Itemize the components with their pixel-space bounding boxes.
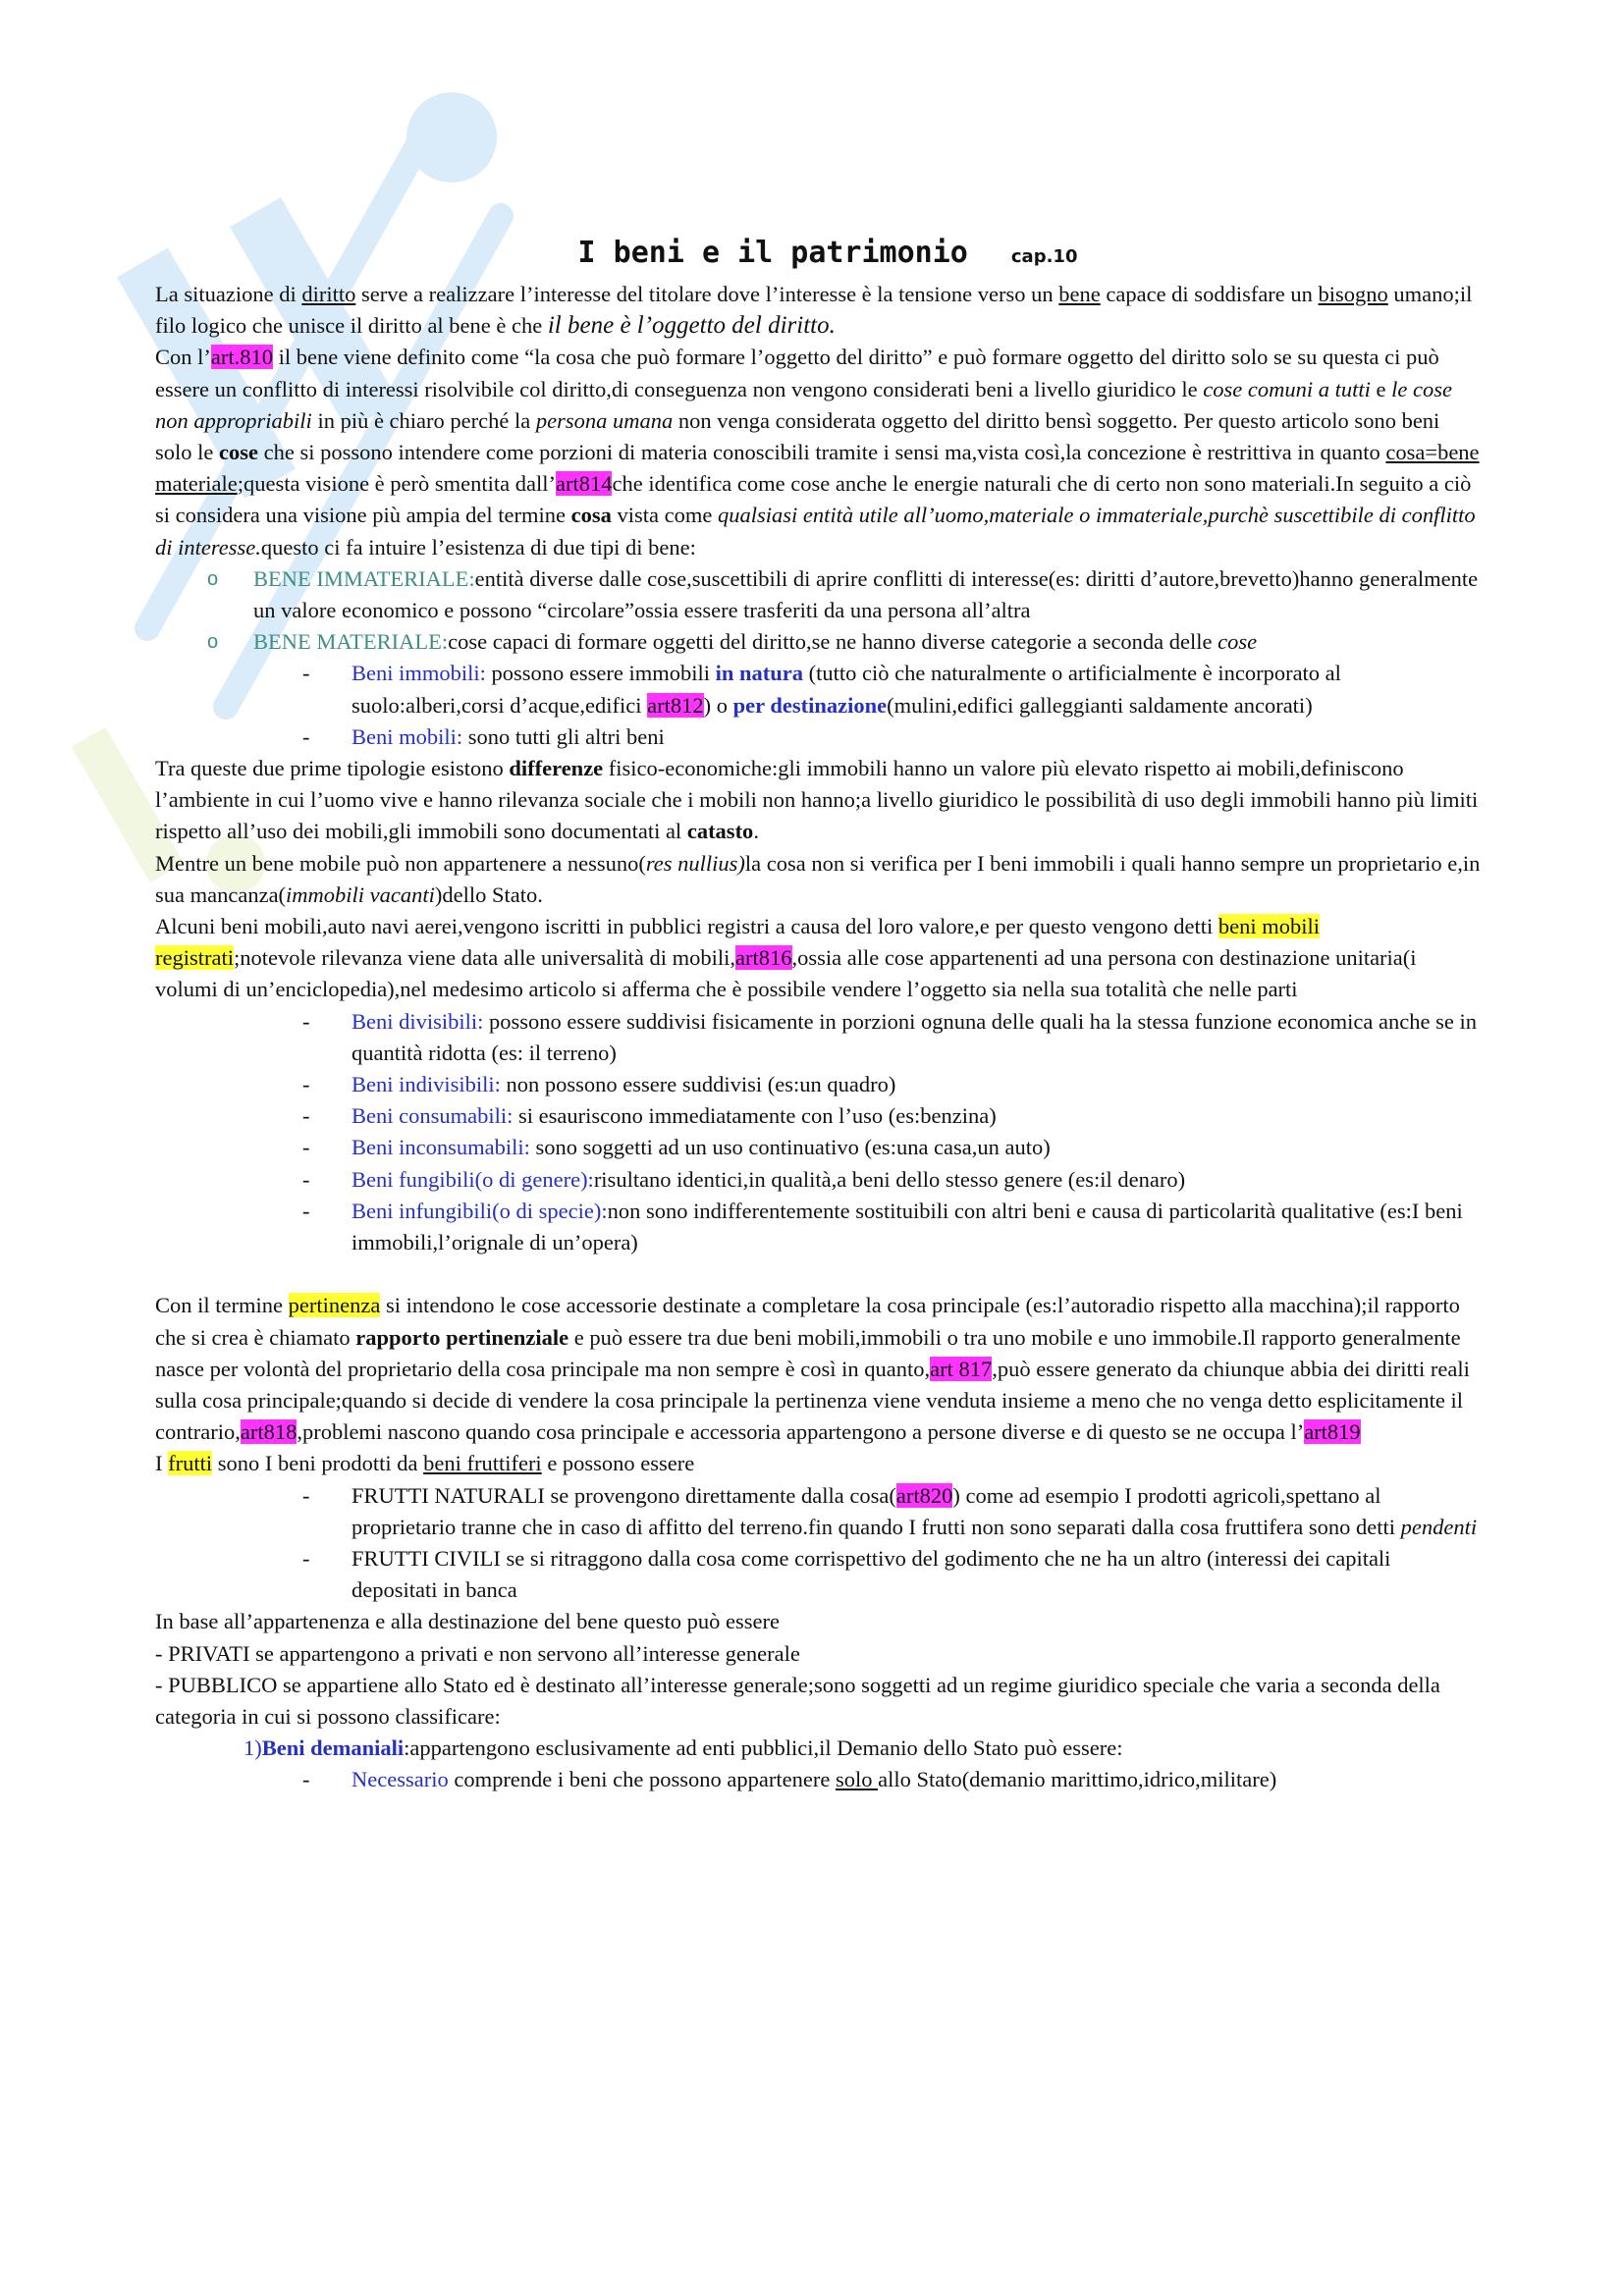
list-item-beni-immobili: - Beni immobili: possono essere immobili in natura (tutto ciò che naturalmente o artificialmente è incorporato al suolo:alberi,corsi d’acque,edifici art812) o per destinazione(mulini,edifici galleggianti saldamente ancorati) — [155, 658, 1481, 721]
list-item: - Beni inconsumabili: sono soggetti ad un uso continuativo (es:una casa,un auto) — [155, 1132, 1481, 1163]
article-ref: art.810 — [210, 345, 273, 370]
blank-line — [155, 1258, 1481, 1290]
paragraph-privati: - PRIVATI se appartengono a privati e non servono all’interesse generale — [155, 1640, 800, 1666]
list-item-necessario: - Necessario comprende i beni che possono appartenere solo allo Stato(demanio marittimo,idrico,militare) — [155, 1764, 1481, 1795]
article-ref: art819 — [1304, 1419, 1361, 1445]
list-item-frutti-naturali: - FRUTTI NATURALI se provengono direttamente dalla cosa(art820) come ad esempio I prodotti agricoli,spettano al proprietario tranne che in caso di affitto del terreno.fin quando I frutti non sono separati dalla cosa fruttifera sono detti pendenti — [155, 1480, 1481, 1543]
article-ref: art812 — [647, 692, 704, 718]
list-item-bene-immateriale: o BENE IMMATERIALE:entità diverse dalle cose,suscettibili di aprire conflitti di interesse(es: diritti d’autore,brevetto)hanno generalmente un valore economico e possono “circolare”ossia essere trasferiti da una persona all’altra — [155, 563, 1481, 626]
article-ref: art816 — [735, 945, 792, 971]
paragraph-diritto: La situazione di diritto serve a realizzare l’interesse del titolare dove l’interesse è la tensione verso un bene capace di soddisfare un bisogno umano;il filo logico che unisce il diritto al bene è che il bene è l’oggetto del diritto. — [155, 282, 1473, 340]
paragraph-appartenenza: In base all’appartenenza e alla destinazione del bene questo può essere — [155, 1609, 780, 1634]
title-text: I beni e il patrimonio — [577, 236, 968, 270]
paragraph-pubblico: - PUBBLICO se appartiene allo Stato ed è destinato all’interesse generale;sono soggetti ad un regime giuridico speciale che varia a seconda della categoria in cui si possono classificare: — [155, 1672, 1440, 1729]
article-ref: art818 — [240, 1419, 298, 1445]
list-item: - Beni infungibili(o di specie):non sono indifferentemente sostituibili con altri beni e causa di particolarità qualitative (es:I beni immobili,l’orignale di un’opera) — [155, 1196, 1481, 1258]
list-item-bene-materiale: o BENE MATERIALE:cose capaci di formare oggetti del diritto,se ne hanno diverse categorie a seconda delle cose — [155, 626, 1481, 658]
document-page — [155, 234, 1481, 1796]
list-item: - Beni consumabili: si esauriscono immediatamente con l’uso (es:benzina) — [155, 1100, 1481, 1132]
paragraph-frutti: I frutti sono I beni prodotti da beni fruttiferi e possono essere — [155, 1451, 695, 1476]
paragraph-pertinenza: Con il termine pertinenza si intendono le cose accessorie destinate a completare la cosa principale (es:l’autoradio rispetto alla macchina);il rapporto che si crea è chiamato rapporto pertinenziale e può essere tra due beni mobili,immobili o tra uno mobile e uno immobile.Il rapporto generalmente nasce per volontà del proprietario della cosa principale ma non sempre è così in quanto,art 817,può essere generato da chiunque abbia dei diritti reali sulla cosa principale;quando si decide di vendere la cosa principale la pertinenza viene venduta insieme a meno che no venga detto esplicitamente il contrario,art818,problemi nascono quando cosa principale e accessoria appartengono a persone diverse e di questo se ne occupa l’art819 — [155, 1293, 1470, 1445]
page-title — [155, 234, 1481, 277]
article-ref: art 817 — [930, 1356, 993, 1381]
list-item-beni-mobili: - Beni mobili: sono tutti gli altri beni — [155, 721, 1481, 753]
article-ref: art814 — [556, 471, 613, 497]
paragraph-differenze: Tra queste due prime tipologie esistono differenze fisico-economiche:gli immobili hanno un valore più elevato rispetto ai mobili,definiscono l’ambiente in cui l’uomo vive e hanno rilevanza sociale che i mobili non hanno;a livello giuridico le possibilità di uso degli immobili hanno più limiti rispetto all’uso dei mobili,gli immobili sono documentati al catasto. — [155, 756, 1479, 844]
paragraph-res-nullius: Mentre un bene mobile può non appartenere a nessuno(res nullius)la cosa non si verifica per I beni immobili i quali hanno sempre un proprietario e,in sua mancanza(immobili vacanti)dello Stato. — [155, 850, 1481, 907]
list-item: - Beni indivisibili: non possono essere suddivisi (es:un quadro) — [155, 1069, 1481, 1100]
chapter-label: cap.10 — [1010, 246, 1078, 267]
list-item: - Beni fungibili(o di genere):risultano identici,in qualità,a beni dello stesso genere (es:il denaro) — [155, 1164, 1481, 1196]
list-item: - Beni divisibili: possono essere suddivisi fisicamente in porzioni ognuna delle quali ha la stessa funzione economica anche se in quantità ridotta (es: il terreno) — [155, 1006, 1481, 1069]
list-item-frutti-civili: - FRUTTI CIVILI se si ritraggono dalla cosa come corrispettivo del godimento che ne ha un altro (interessi dei capitali depositati in banca — [155, 1543, 1481, 1606]
list-item-beni-demaniali: 1)Beni demaniali:appartengono esclusivamente ad enti pubblici,il Demanio dello Stato può essere: — [243, 1735, 1123, 1761]
article-ref: art820 — [895, 1482, 953, 1508]
paragraph-mobili-registrati: Alcuni beni mobili,auto navi aerei,vengono iscritti in pubblici registri a causa del loro valore,e per questo vengono detti beni mobili registrati;notevole rilevanza viene data alle universalità di mobili,art816,ossia alle cose appartenenti ad una persona con destinazione unitaria(i volumi di un’enciclopedia),nel medesimo articolo si afferma che è possibile vendere l’oggetto sia nella sua totalità che nelle parti — [155, 914, 1417, 1002]
paragraph-art810: Con l’art.810 il bene viene definito come “la cosa che può formare l’oggetto del diritto” e può formare oggetto del diritto solo se su questa ci può essere un conflitto di interessi risolvibile col diritto,di conseguenza non vengono considerati beni a livello giuridico le cose comuni a tutti e le cose non appropriabili in più è chiaro perché la persona umana non venga considerata oggetto del diritto bensì soggetto. Per questo articolo sono beni solo le cose che si possono intendere come porzioni di materia conoscibili tramite i sensi ma,vista così,la concezione è restrittiva in quanto cosa=bene materiale;questa visione è però smentita dall’art814che identifica come cose anche le energie naturali che di certo non sono materiali.In seguito a ciò si considera una visione più ampia del termine cosa vista come qualsiasi entità utile all’uomo,materiale o immateriale,purchè suscettibile di conflitto di interesse.questo ci fa intuire l’esistenza di due tipi di bene: — [155, 345, 1480, 560]
